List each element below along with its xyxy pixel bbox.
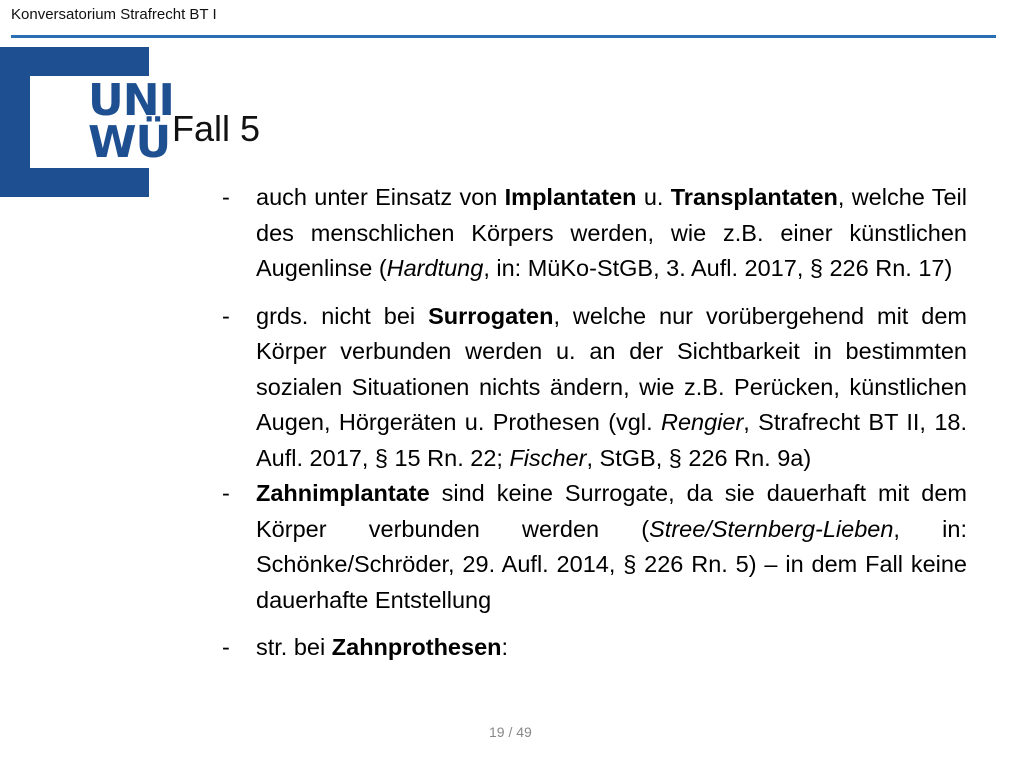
slide-title: Fall 5 xyxy=(172,108,261,149)
bullet-text-segment: , welche Teil des menschlichen Körpers werden, wie z.B. einer künstlichen Augenlinse ( xyxy=(256,184,967,281)
bullet-text-segment: Stree/Sternberg-Lieben xyxy=(649,515,894,542)
bullet-text-segment: Surrogaten xyxy=(428,302,554,329)
bullet-item xyxy=(222,180,967,287)
bullet-text-segment: , in: MüKo-StGB, 3. Aufl. 2017, § 226 Rn. 17) xyxy=(483,255,953,281)
bullet-marker: - xyxy=(222,480,230,506)
header-divider xyxy=(11,35,996,38)
bullet-text-segment: Fischer xyxy=(509,444,587,471)
bullet-text-segment: , Strafrecht BT II, 18. Aufl. 2017, § 15 Rn. 22; xyxy=(256,409,967,471)
bullet-list xyxy=(222,180,967,678)
logo-line-1: UNI xyxy=(88,75,174,126)
bullet-text-segment: , StGB, § 226 Rn. 9a) xyxy=(586,444,812,471)
bullet-item xyxy=(222,476,967,618)
bullet-text-segment: sind keine Surrogate, da sie dauerhaft mit dem Körper verbunden werden ( xyxy=(256,480,967,542)
bullet-marker: - xyxy=(222,634,230,660)
bullet-text-segment: str. bei xyxy=(256,634,332,660)
bullet-marker: - xyxy=(222,302,230,329)
bullet-text-segment: Zahnimplantate xyxy=(256,480,430,506)
bullet-item xyxy=(222,299,967,477)
course-title: Konversatorium Strafrecht BT I xyxy=(11,6,217,23)
bullet-text-segment: u. xyxy=(636,184,671,210)
page-number: 19 / 49 xyxy=(489,724,532,740)
bullet-text-segment: Hardtung xyxy=(386,255,484,281)
bullet-text-segment: Transplantaten xyxy=(670,184,838,210)
bullet-text-segment: : xyxy=(501,634,509,660)
bullet-text-segment: Rengier xyxy=(660,409,744,435)
logo-line-2: WÜ xyxy=(88,117,171,168)
bullet-text-segment: , in: Schönke/Schröder, 29. Aufl. 2014, § 226 Rn. 5) – in dem Fall keine dauerhafte Entstellung xyxy=(256,515,967,613)
bullet-text-segment: Zahnprothesen xyxy=(331,634,502,660)
bullet-text-segment: , welche nur vorübergehend mit dem Körper verbunden werden u. an der Sichtbarkeit in bestimmten sozialen Situationen nichts ändern, wie z.B. Perücken, künstlichen Augen, Hörgeräten u. Prothesen (vgl. xyxy=(256,302,967,435)
logo-wordmark xyxy=(88,75,174,168)
bullet-marker: - xyxy=(222,184,230,210)
bullet-text-segment: Implantaten xyxy=(504,184,637,210)
bullet-text-segment: grds. nicht bei xyxy=(256,302,429,329)
bullet-item xyxy=(222,630,967,666)
bullet-text-segment: auch unter Einsatz von xyxy=(256,184,505,210)
